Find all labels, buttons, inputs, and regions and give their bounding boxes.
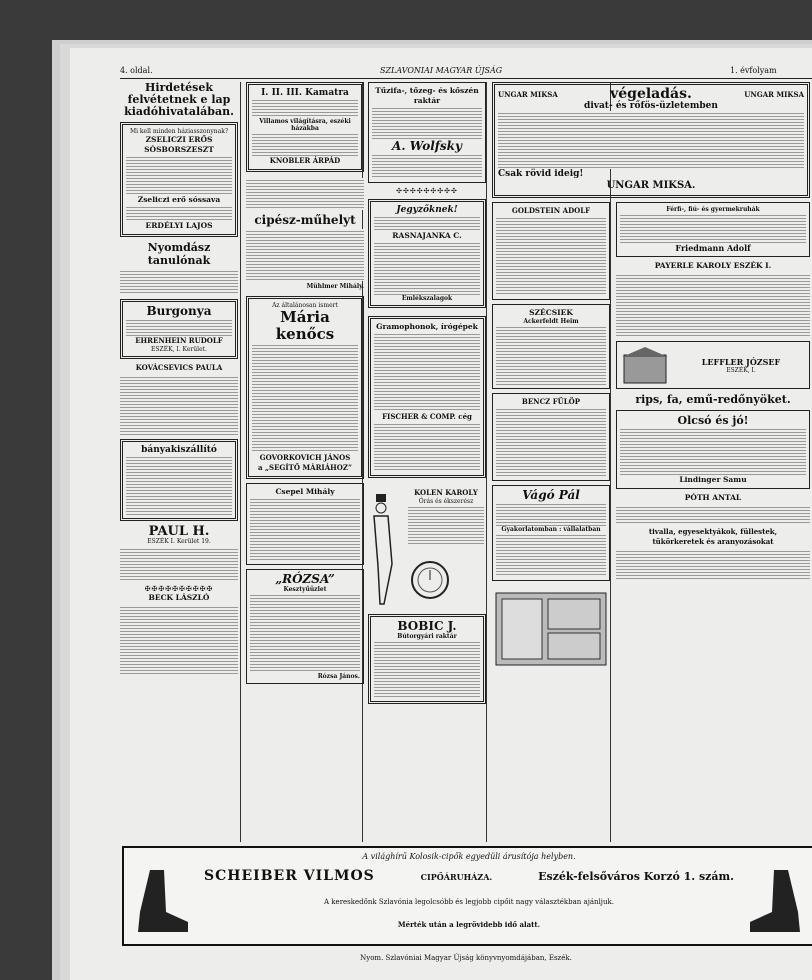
ad-title: Tűzifa-, tőzeg- és kőszén raktár [375, 86, 479, 105]
boot-icon [130, 868, 190, 938]
ad-title: Olcsó és jó! [677, 414, 749, 427]
ad-sub: Ackerfeldt Heim [523, 318, 579, 325]
ad-name: RASNAJANKA C. [392, 231, 462, 240]
banner-addr: Eszék-felsőváros Korzó 1. szám. [538, 870, 734, 883]
ad-name: PAUL H. [148, 524, 210, 539]
ad-title: Nyomdász tanulónak [147, 241, 211, 267]
ad-body [496, 325, 606, 385]
ad-box [492, 304, 610, 389]
ad-name: EHRENHEIN RUDOLF [135, 336, 223, 345]
ad-name: KOLEN KAROLY [414, 488, 478, 497]
ad-box [616, 202, 810, 257]
ad-sub: Kesztyűüzlet [283, 586, 327, 593]
ad-text [676, 357, 806, 374]
ad-name: Mária kenőcs [275, 308, 335, 343]
ad-name: BOBIC J. [397, 619, 457, 633]
ad-body [374, 422, 480, 472]
ad-body [120, 605, 238, 675]
ad-left: UNGAR MIKSA [498, 89, 558, 99]
boot-icon [748, 868, 808, 938]
ornament-rule: ✣✣✣✣✣✣✣✣✣ [396, 187, 458, 195]
ad-box [246, 296, 364, 479]
ad-box [368, 82, 486, 183]
ad-body [120, 547, 238, 581]
ad-box [492, 82, 810, 198]
ad-body [252, 132, 358, 156]
page-header [120, 66, 812, 79]
column-4 [492, 82, 810, 673]
ad-box [616, 341, 810, 389]
ad-body [252, 98, 358, 118]
building-illustration [620, 345, 670, 385]
ad-name: BECK LÁSZLÓ [148, 593, 210, 602]
ad-mid: végeladás. [610, 86, 692, 102]
ad-row [492, 202, 810, 673]
ad-body [246, 229, 364, 281]
ad-subcolumn-left [492, 202, 610, 673]
ad-body [126, 318, 232, 336]
ad-body [374, 640, 480, 698]
ad-body [496, 502, 606, 526]
ad-body [374, 215, 480, 231]
banner-name: SCHEIBER VILMOS [204, 868, 375, 884]
ad-body [246, 178, 364, 210]
ad-body [126, 155, 232, 195]
ad-box [120, 299, 238, 359]
column-1 [120, 82, 238, 675]
ad-body [496, 407, 606, 477]
ad-sub: Órás és ékszerész [418, 498, 474, 505]
ornament-rule: ✠✠✠✠✠✠✠✠✠✠ [144, 585, 214, 593]
ad-box [368, 199, 486, 308]
ad-title: bányakiszállító [141, 445, 217, 455]
ad-body [616, 549, 810, 579]
column-3 [368, 82, 486, 708]
header-center: SZLAVONIAI MAGYAR ÚJSÁG [380, 66, 503, 75]
banner-mid: CIPŐÁRUHÁZA. [420, 871, 493, 882]
ad-body [126, 455, 232, 515]
ad-name: Lindinger Samu [679, 475, 747, 484]
ad-name-2: Zseliczi erő sóssava [137, 195, 221, 204]
ad-text [408, 488, 484, 545]
ad-sign: Rózsa János. [317, 673, 360, 680]
ad-sub: divat- és rőfös-üzletemben [584, 101, 718, 111]
ad-name: UNGAR MIKSA. [606, 180, 696, 191]
banner-line3: Mérték után a legrövidebb idő alatt. [397, 920, 541, 929]
scheiber-banner [122, 846, 812, 946]
ad-body [498, 111, 804, 169]
ad-box [616, 410, 810, 489]
ad-title: Hirdetések felvétetnek e lap kiadóhivatalában. [124, 81, 234, 118]
ad-box [246, 82, 364, 172]
ad-subcolumn-right [616, 202, 810, 673]
ad-body [620, 213, 806, 243]
ad-name: Friedmann Adolf [675, 243, 751, 253]
ad-body [496, 216, 606, 296]
ad-box [368, 316, 486, 478]
ad-sub: Gyakorlatomban : vállalatban [501, 526, 601, 533]
column-rule [486, 82, 487, 842]
column-2 [246, 82, 364, 688]
ad-name: KNOBLER ÁRPÁD [269, 156, 341, 165]
ad-body [252, 343, 358, 453]
ad-box [120, 439, 238, 521]
ad-sub: tivalla, egyesektyákok, füllestek, [648, 527, 778, 536]
ad-name: PAYERLE KAROLY ESZÉK I. [654, 261, 772, 270]
ad-body [616, 505, 810, 525]
ad-body [126, 205, 232, 221]
ad-name: LEFFLER JÓZSEF [701, 356, 781, 367]
ad-body [250, 593, 360, 673]
ad-body [496, 533, 606, 577]
ad-title: Burgonya [146, 304, 212, 318]
ad-box [492, 485, 610, 581]
ad-place: ESZÉK, I. Kerület. [151, 346, 207, 353]
ad-name: SZÉCSIEK [529, 308, 573, 317]
ad-sign: GOVORKOVICH JÁNOS [259, 453, 351, 462]
cabinet-illustration [492, 585, 610, 669]
newspaper-page [70, 48, 812, 980]
ad-body [620, 427, 806, 475]
ad-sub: Villamos világításra, eszéki házakba [259, 118, 351, 132]
ad-body [616, 273, 810, 337]
ad-body [374, 241, 480, 295]
ad-name: KOVÁCSEVICS PAULA [135, 363, 223, 372]
ad-box [120, 122, 238, 237]
ad-bottom: Emlékszalagok [401, 295, 453, 302]
ad-name: PÓTH ANTAL [684, 493, 742, 502]
ad-with-figure [368, 484, 486, 614]
ad-name: GOLDSTEIN ADOLF [511, 206, 591, 215]
ad-top: Mi kell minden háziasszonynak? [129, 128, 229, 135]
ad-name: Csepel Mihály [275, 487, 335, 496]
header-left: 4. oldal. [120, 66, 153, 75]
ad-body [372, 153, 482, 179]
ad-sub: a „SEGÍTŐ MÁRIÁHOZ” [258, 463, 352, 472]
ad-place: ESZÉK, I. [726, 366, 756, 374]
ad-box [492, 393, 610, 481]
ad-body [374, 332, 480, 412]
ad-name: FISCHER & COMP. cég [382, 412, 472, 421]
column-rule [240, 82, 241, 842]
ad-name: BENCZ FÜLÖP [521, 397, 581, 406]
ad-title: Jegyzőknek! [396, 205, 458, 215]
ad-header-row [498, 88, 804, 101]
ad-body [250, 497, 360, 561]
ad-name: A. Wolfsky [392, 139, 462, 153]
ad-name: ZSELICZI ERŐS SÓSBORSZESZT [144, 135, 214, 154]
ad-left-2: UNGAR MIKSA [744, 89, 804, 99]
ad-top: Az általánosan ismert [272, 302, 338, 309]
ad-body [408, 505, 484, 545]
ad-body [120, 375, 238, 435]
ad-body [120, 269, 238, 295]
page-footer: Nyom. Szlavóniai Magyar Újság könyvnyomdájában, Eszék. [360, 954, 572, 962]
ad-box [368, 614, 486, 704]
banner-top: A világhírű Kolosik-cipők egyedüli árusítója helyben. [362, 852, 576, 861]
ad-sub-2: tükörkeretek és aranyozásokat [652, 537, 774, 546]
ad-name: Vágó Pál [522, 488, 580, 502]
ad-sub: Férfi-, fiú- és gyermekruhák [666, 206, 760, 213]
banner-line2: A kereskedőnk Szlavónia legolcsóbb és legjobb cipőit nagy választékban ajánljuk. [324, 898, 614, 906]
header-right: 1. évfolyam [730, 66, 777, 75]
ad-top: I. II. III. Kamatra [261, 88, 349, 98]
ad-place: ESZÉK I. Kerület 19. [147, 538, 211, 545]
ad-title: cipész-műhelyt [254, 213, 356, 227]
ad-title: Gramophonok, írógépek [376, 322, 478, 331]
ad-box [246, 569, 364, 684]
ad-name: „RÓZSA” [275, 572, 335, 586]
ad-sign: Mühlmer Mihály. [306, 283, 364, 290]
ad-seller: ERDÉLYI LAJOS [145, 221, 213, 230]
ad-only: Csak rövid ideig! [498, 169, 584, 179]
ad-box [246, 483, 364, 565]
ad-body [372, 106, 482, 140]
ad-sub: Bútorgyári raktár [397, 633, 457, 640]
ad-title: rips, fa, emű-redőnyöket. [635, 393, 791, 406]
banner-main-row [204, 870, 734, 883]
ad-box [492, 202, 610, 300]
